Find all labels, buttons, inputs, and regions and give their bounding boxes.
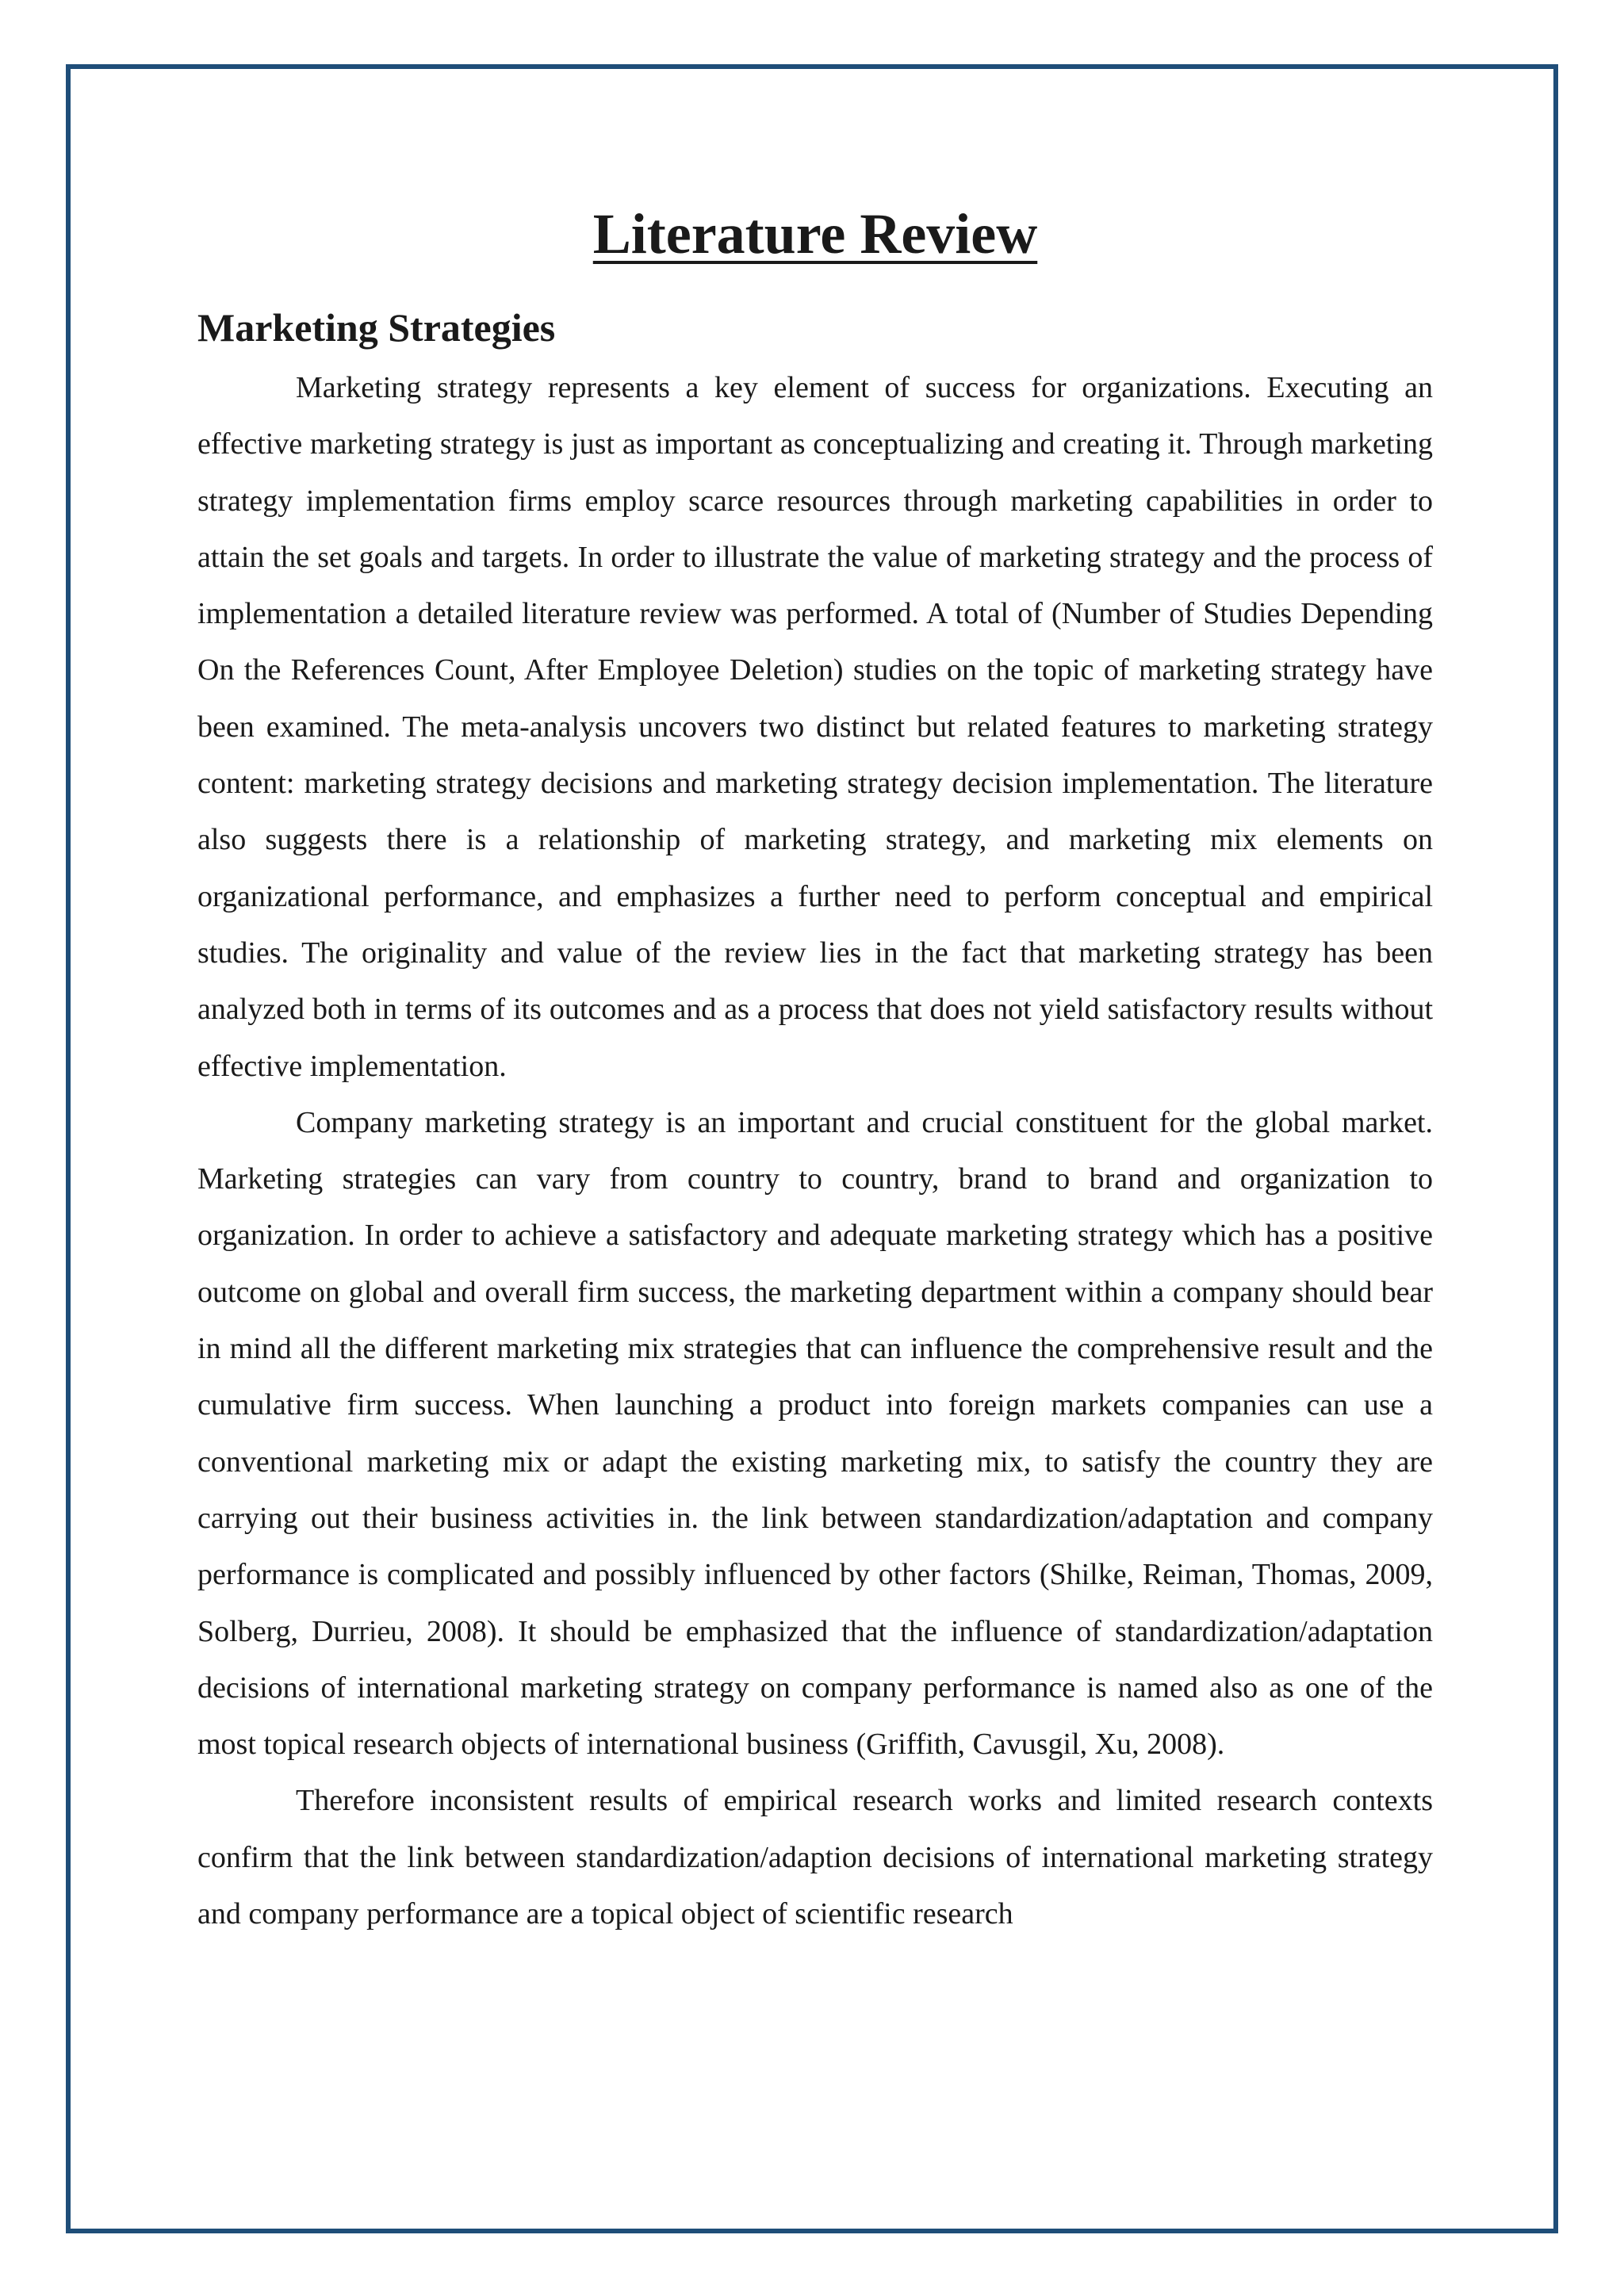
- paragraph-1: Marketing strategy represents a key element of success for organizations. Executing an effective marketing strategy is just as important as conceptualizing and creating it. Through marketing strategy implementation firms employ scarce resources through marketing capabilities in order to attain the set goals and targets. In order to illustrate the value of marketing strategy and the process of implementation a detailed literature review was performed. A total of (Number of Studies Depending On the References Count, After Employee Deletion) studies on the topic of marketing strategy have been examined. The meta-analysis uncovers two distinct but related features to marketing strategy content: marketing strategy decisions and marketing strategy decision implementation. The literature also suggests there is a relationship of marketing strategy, and marketing mix elements on organizational performance, and emphasizes a further need to perform conceptual and empirical studies. The originality and value of the review lies in the fact that marketing strategy has been analyzed both in terms of its outcomes and as a process that does not yield satisfactory results without effective implementation.: [197, 371, 1433, 1083]
- paragraph-2: Company marketing strategy is an important and crucial constituent for the global market. Marketing strategies can vary from country to country, brand to brand and organization to organization. In order to achieve a satisfactory and adequate marketing strategy which has a positive outcome on global and overall firm success, the marketing department within a company should bear in mind all the different marketing mix strategies that can influence the comprehensive result and the cumulative firm success. When launching a product into foreign markets companies can use a conventional marketing mix or adapt the existing marketing mix, to satisfy the country they are carrying out their business activities in. the link between standardization/adaptation and company performance is complicated and possibly influenced by other factors (Shilke, Reiman, Thomas, 2009, Solberg, Durrieu, 2008). It should be emphasized that the influence of standardization/adaptation decisions of international marketing strategy on company performance is named also as one of the most topical research objects of international business (Griffith, Cavusgil, Xu, 2008).: [197, 1105, 1433, 1762]
- paragraph-3: Therefore inconsistent results of empirical research works and limited research contexts confirm that the link between standardization/adaption decisions of international marketing strategy and company performance are a topical object of scientific research: [197, 1784, 1433, 1931]
- section-heading: Marketing Strategies: [197, 305, 556, 350]
- page-title: Literature Review: [592, 202, 1038, 266]
- document-body: [197, 198, 1433, 1942]
